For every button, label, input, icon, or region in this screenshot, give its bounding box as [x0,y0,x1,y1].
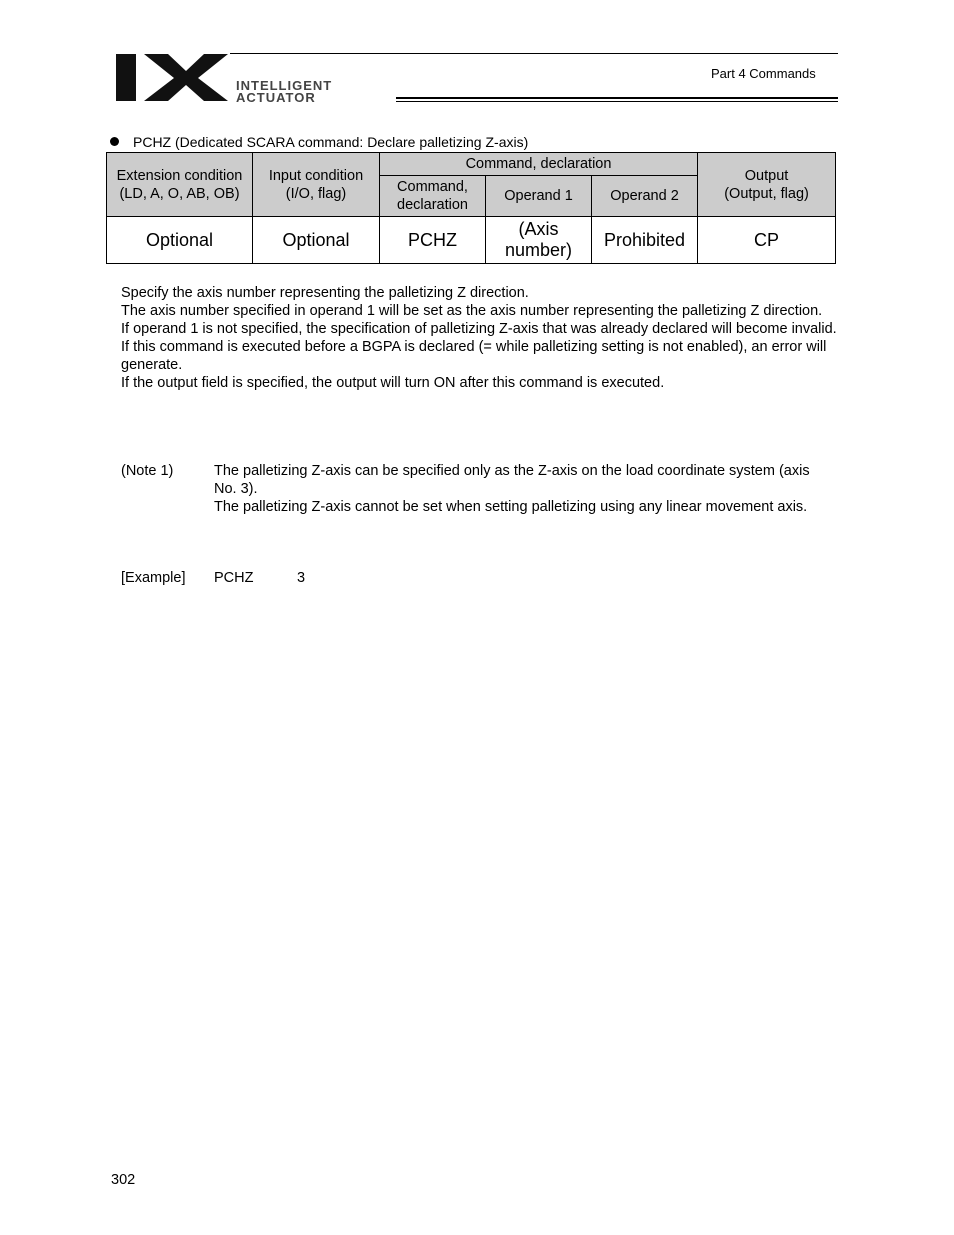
description-line: If this command is executed before a BGPA is declared (= while palletizing setting is not enabled), an error will generate. [121,339,827,373]
note-line: The palletizing Z-axis cannot be set when setting palletizing using any linear movement axis. [214,499,808,515]
description-line: If the output field is specified, the output will turn ON after this command is executed. [121,375,665,391]
description [121,284,841,392]
description-line: If operand 1 is not specified, the specification of palletizing Z-axis that was already declared will become invalid. [121,321,837,337]
cell-extension: Optional [107,217,253,264]
note-body [214,462,834,516]
header-extension-condition: Extension condition (LD, A, O, AB, OB) [107,153,253,217]
brand-line2: ACTUATOR [236,90,316,103]
description-line: Specify the axis number representing the palletizing Z direction. [121,285,529,301]
command-title: PCHZ (Dedicated SCARA command: Declare palletizing Z-axis) [133,134,529,150]
cell-operand1: (Axis number) [486,217,592,264]
header-rule-bottom [396,97,838,99]
part-label: Part 4 Commands [711,66,816,81]
header-operand2: Operand 2 [592,176,698,217]
command-spec-table [106,152,836,264]
example-command: PCHZ [214,570,254,586]
header-input-condition: Input condition (I/O, flag) [253,153,380,217]
note-label: (Note 1) [121,463,174,479]
cell-output: CP [698,217,836,264]
ix-logo [116,53,396,103]
header-rule-bottom-thin [396,101,838,102]
header-command-declaration: Command, declaration [380,176,486,217]
note-line: The palletizing Z-axis can be specified only as the Z-axis on the load coordinate system (axis No. 3). [214,463,810,497]
page-number: 302 [111,1172,136,1188]
header-command-group: Command, declaration [380,153,698,176]
bullet-icon [110,137,119,146]
header-rule-top [230,53,838,54]
cell-command: PCHZ [380,217,486,264]
example-label: [Example] [121,570,186,586]
cell-input: Optional [253,217,380,264]
description-line: The axis number specified in operand 1 will be set as the axis number representing the palletizing Z direction. [121,303,823,319]
cell-operand2: Prohibited [592,217,698,264]
header-operand1: Operand 1 [486,176,592,217]
brand-line1: INTELLIGENT [236,78,333,93]
header-output: Output (Output, flag) [698,153,836,217]
example-operand: 3 [297,570,306,586]
